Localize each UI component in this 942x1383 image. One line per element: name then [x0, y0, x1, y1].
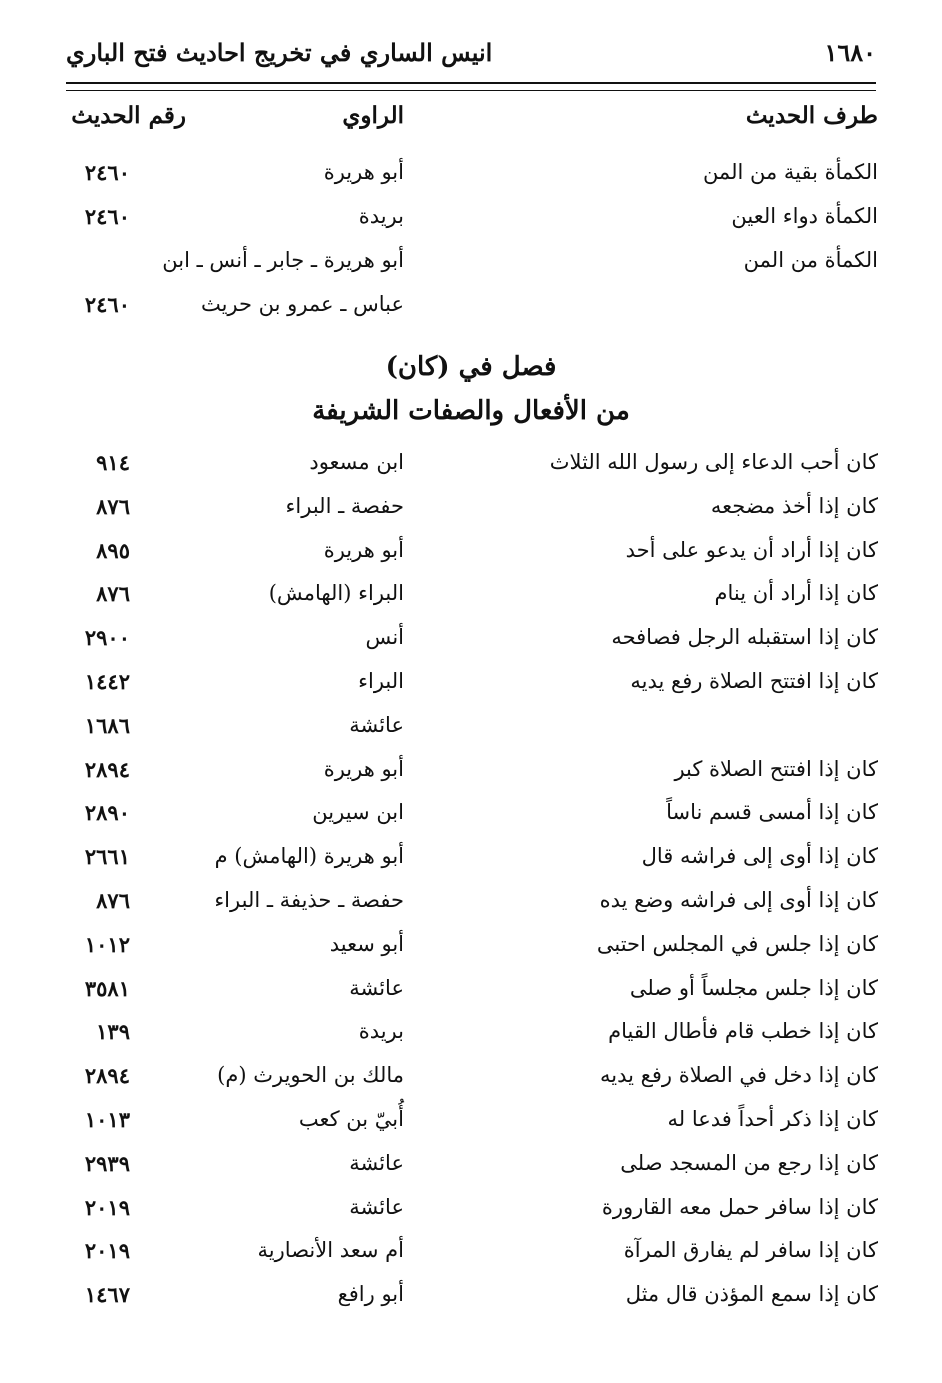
- number-cell: ٨٧٦: [96, 493, 130, 519]
- narrator-cell: بريدة: [358, 204, 404, 228]
- table-row: [0, 160, 942, 200]
- hadith-cell: كان إذا أراد أن ينام: [714, 581, 878, 606]
- number-cell: ١٣٩: [96, 1019, 130, 1045]
- narrator-cell: البراء: [358, 669, 404, 693]
- hadith-cell: الكمأة دواء العين: [731, 204, 878, 228]
- narrator-cell: ابن سيرين: [312, 800, 404, 825]
- table-row: [0, 625, 942, 665]
- number-cell: ٢٨٩٤: [84, 756, 130, 782]
- narrator-cell: عائشة: [349, 975, 404, 1000]
- hadith-cell: كان إذا أوى إلى فراشه وضع يده: [599, 888, 878, 912]
- narrator-cell: ابن مسعود: [309, 450, 404, 474]
- hadith-cell: كان إذا استقبله الرجل فصافحه: [611, 625, 878, 650]
- table-row: [0, 248, 942, 288]
- narrator-cell: مالك بن الحويرث (م): [217, 1063, 404, 1088]
- table-row: [0, 1151, 942, 1191]
- page-header: [66, 30, 876, 78]
- number-cell: ٢٠١٩: [84, 1194, 130, 1220]
- hadith-cell: كان إذا خطب قام فأطال القيام: [608, 1019, 878, 1044]
- table-row: [0, 1195, 942, 1235]
- table-row: [0, 757, 942, 797]
- table-row: [0, 581, 942, 621]
- number-cell: ٨٩٥: [96, 537, 130, 563]
- hadith-cell: كان إذا سافر لم يفارق المرآة: [623, 1238, 878, 1263]
- narrator-cell: عائشة: [349, 1150, 404, 1175]
- narrator-cell: بريدة: [358, 1019, 404, 1044]
- hadith-cell: كان إذا افتتح الصلاة كبر: [674, 756, 878, 781]
- number-cell: ١٠١٢: [84, 931, 130, 957]
- hadith-cell: كان إذا افتتح الصلاة رفع يديه: [630, 669, 878, 693]
- page-number: ١٦٨٠: [824, 38, 876, 67]
- number-cell: ٨٧٦: [96, 888, 130, 913]
- number-cell: ٨٧٦: [96, 581, 130, 607]
- table-row: [0, 1238, 942, 1278]
- table-row: [0, 669, 942, 709]
- number-cell: ٢٩٠٠: [84, 625, 130, 651]
- narrator-cell: أبو هريرة: [323, 537, 404, 562]
- narrator-cell: أُبيّ بن كعب: [298, 1107, 404, 1131]
- table-row: [0, 713, 942, 753]
- table-row: [0, 1019, 942, 1059]
- column-header-hadith: طرف الحديث: [745, 102, 878, 129]
- number-cell: ٢٤٦٠: [84, 292, 130, 317]
- hadith-cell: الكمأة بقية من المن: [702, 160, 878, 184]
- narrator-cell: أبو هريرة (الهامش) م: [214, 844, 404, 869]
- column-header-narrator: الراوي: [342, 102, 404, 129]
- number-cell: ٣٥٨١: [84, 975, 130, 1001]
- table-row: [0, 800, 942, 840]
- number-cell: ١٤٦٧: [84, 1282, 130, 1308]
- table-row: [0, 844, 942, 884]
- table-row: [0, 204, 942, 244]
- narrator-cell: عباس ـ عمرو بن حريث: [200, 292, 404, 316]
- table-row: [0, 450, 942, 490]
- header-rule-thin: [66, 90, 876, 91]
- hadith-cell: الكمأة من المن: [743, 248, 878, 272]
- number-cell: ١٦٨٦: [84, 712, 130, 738]
- table-row: [0, 1282, 942, 1322]
- hadith-cell: كان إذا سمع المؤذن قال مثل: [625, 1282, 878, 1307]
- number-cell: ٩١٤: [96, 450, 130, 475]
- narrator-cell: عائشة: [349, 712, 404, 737]
- table-row: [0, 292, 942, 332]
- number-cell: ١٤٤٢: [84, 669, 130, 694]
- hadith-cell: كان إذا أراد أن يدعو على أحد: [625, 537, 878, 562]
- book-title: انيس الساري في تخريج احاديث فتح الباري: [66, 38, 493, 67]
- table-row: [0, 1063, 942, 1103]
- number-cell: ٢٨٩٤: [84, 1063, 130, 1089]
- number-cell: ١٠١٣: [84, 1107, 130, 1132]
- hadith-cell: كان إذا جلس في المجلس احتبى: [596, 931, 878, 956]
- section-title-line1: فصل في (كان): [385, 352, 557, 382]
- hadith-cell: كان إذا أمسى قسم ناساً: [666, 800, 878, 825]
- narrator-cell: حفصة ـ البراء: [285, 493, 404, 518]
- hadith-cell: كان إذا دخل في الصلاة رفع يديه: [600, 1063, 878, 1088]
- column-headers: [0, 102, 942, 142]
- table-row: [0, 932, 942, 972]
- section-title-line2: من الأفعال والصفات الشريفة: [312, 396, 630, 426]
- hadith-cell: كان أحب الدعاء إلى رسول الله الثلاث: [549, 450, 878, 474]
- number-cell: ٢٨٩٠: [84, 800, 130, 826]
- number-cell: ٢٩٣٩: [84, 1150, 130, 1176]
- narrator-cell: أبو سعيد: [329, 931, 404, 956]
- number-cell: ٢٦٦١: [84, 844, 130, 870]
- narrator-cell: حفصة ـ حذيفة ـ البراء: [214, 888, 404, 912]
- table-row: [0, 888, 942, 928]
- hadith-cell: كان إذا ذكر أحداً فدعا له: [667, 1107, 878, 1131]
- table-row: [0, 538, 942, 578]
- narrator-cell: أبو هريرة: [323, 160, 404, 184]
- narrator-cell: أبو هريرة ـ جابر ـ أنس ـ ابن: [162, 248, 404, 272]
- number-cell: ٢٤٦٠: [84, 204, 130, 229]
- hadith-cell: كان إذا جلس مجلساً أو صلى: [629, 975, 878, 1000]
- narrator-cell: أنس: [365, 625, 404, 650]
- hadith-cell: كان إذا سافر حمل معه القارورة: [601, 1194, 878, 1219]
- table-row: [0, 494, 942, 534]
- narrator-cell: أم سعد الأنصارية: [257, 1238, 404, 1263]
- hadith-cell: كان إذا رجع من المسجد صلى: [620, 1150, 878, 1175]
- hadith-cell: كان إذا أخذ مضجعه: [710, 493, 878, 518]
- hadith-cell: كان إذا أوى إلى فراشه قال: [641, 844, 878, 869]
- number-cell: ٢٠١٩: [84, 1238, 130, 1264]
- narrator-cell: عائشة: [349, 1194, 404, 1219]
- narrator-cell: أبو رافع: [337, 1282, 404, 1307]
- header-rule-thick: [66, 82, 876, 84]
- table-row: [0, 1107, 942, 1147]
- number-cell: ٢٤٦٠: [84, 160, 130, 185]
- column-header-number: رقم الحديث: [71, 102, 186, 129]
- table-row: [0, 976, 942, 1016]
- narrator-cell: البراء (الهامش): [268, 581, 404, 606]
- narrator-cell: أبو هريرة: [323, 756, 404, 781]
